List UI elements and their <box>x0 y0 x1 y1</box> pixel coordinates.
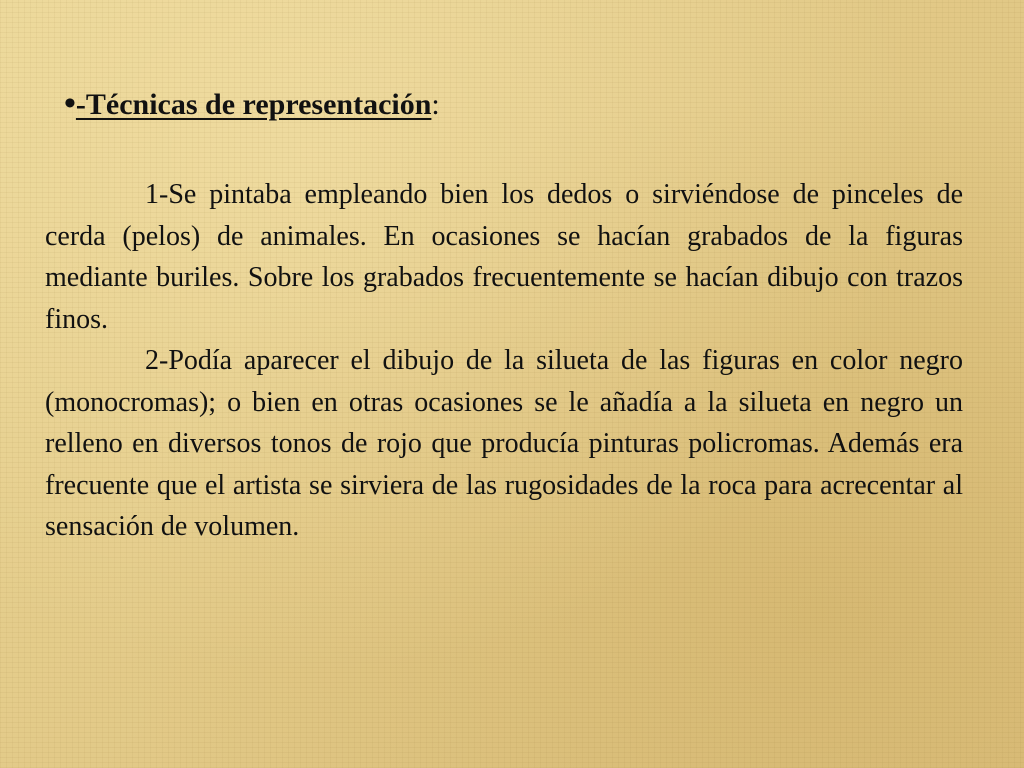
title-bullet: • <box>64 85 76 122</box>
slide-title <box>64 84 440 125</box>
title-colon: : <box>431 88 440 121</box>
slide-body <box>45 174 963 548</box>
paragraph-2: 2-Podía aparecer el dibujo de la silueta de las figuras en color negro (monocromas); o bien en otras ocasiones se le añadía a la silueta en negro un relleno en diversos tonos de rojo que producía pinturas policromas. Además era frecuente que el artista se sirviera de las rugosidades de la roca para acrecentar al sensación de volumen. <box>45 345 963 542</box>
paragraph-1: 1-Se pintaba empleando bien los dedos o sirviéndose de pinceles de cerda (pelos) de animales. En ocasiones se hacían grabados de la figuras mediante buriles. Sobre los grabados frecuentemente se hacían dibujo con trazos finos. <box>45 179 963 335</box>
title-text: -Técnicas de representación <box>75 88 432 121</box>
